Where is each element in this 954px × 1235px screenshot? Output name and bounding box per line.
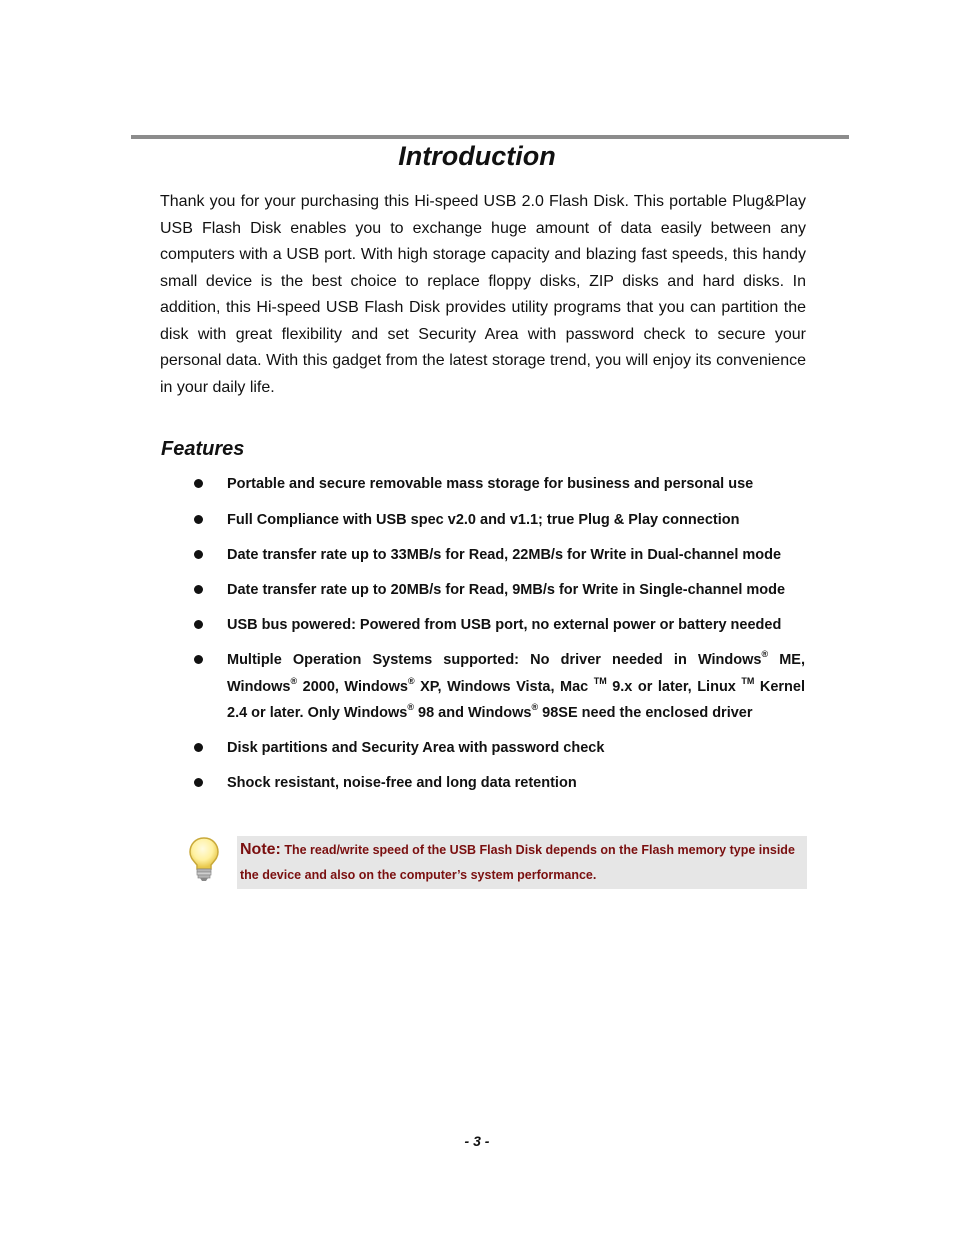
- page-title: Introduction: [398, 141, 556, 171]
- intro-paragraph: Thank you for your purchasing this Hi-speed USB 2.0 Flash Disk. This portable Plug&Play USB Flash Disk enables you to exchange huge amount of data easily between any computers with a USB port. With high storage capacity and blazing fast speeds, this handy small device is the best choice to replace floppy disks, ZIP disks and hard disks. In addition, this Hi-speed USB Flash Disk provides utility programs that you can partition the disk with great flexibility and set Security Area with password check to secure your personal data. With this gadget from the latest storage trend, you will enjoy its convenience in your daily life.: [160, 193, 806, 396]
- feature-item: USB bus powered: Powered from USB port, no external power or battery needed: [227, 617, 782, 633]
- bullet-icon: [194, 479, 203, 488]
- feature-item: Date transfer rate up to 33MB/s for Read, 22MB/s for Write in Dual-channel mode: [227, 547, 782, 563]
- feature-item: Disk partitions and Security Area with password check: [227, 740, 605, 756]
- feature-item: Full Compliance with USB spec v2.0 and v1.1; true Plug & Play connection: [227, 512, 740, 528]
- feature-item: Shock resistant, noise-free and long data retention: [227, 775, 577, 791]
- feature-item: Portable and secure removable mass storage for business and personal use: [227, 476, 754, 492]
- bullet-icon: [194, 743, 203, 752]
- page-number: - 3 -: [464, 1133, 490, 1149]
- bullet-icon: [194, 515, 203, 524]
- bullet-icon: [194, 550, 203, 559]
- feature-item-os-support: Multiple Operation Systems supported: No driver needed in Windows® ME, Windows® 2000, Windows® XP, Windows Vista, Mac ™ 9.x or later, Linux ™ Kernel 2.4 or later. Only Windows® 98 and Windows® 98SE need the enclosed driver: [227, 649, 806, 721]
- bullet-icon: [194, 778, 203, 787]
- features-heading: Features: [161, 438, 245, 460]
- feature-item: Date transfer rate up to 20MB/s for Read, 9MB/s for Write in Single-channel mode: [227, 582, 786, 598]
- note-body: The read/write speed of the USB Flash Disk depends on the Flash memory type inside the device and also on the computer’s system performance.: [240, 843, 795, 882]
- note-text: [240, 837, 800, 888]
- header-rule: [131, 135, 849, 139]
- note-label: Note:: [240, 841, 281, 858]
- bullet-icon: [194, 655, 203, 664]
- lightbulb-icon: [187, 836, 221, 882]
- bullet-icon: [194, 585, 203, 594]
- bullet-icon: [194, 620, 203, 629]
